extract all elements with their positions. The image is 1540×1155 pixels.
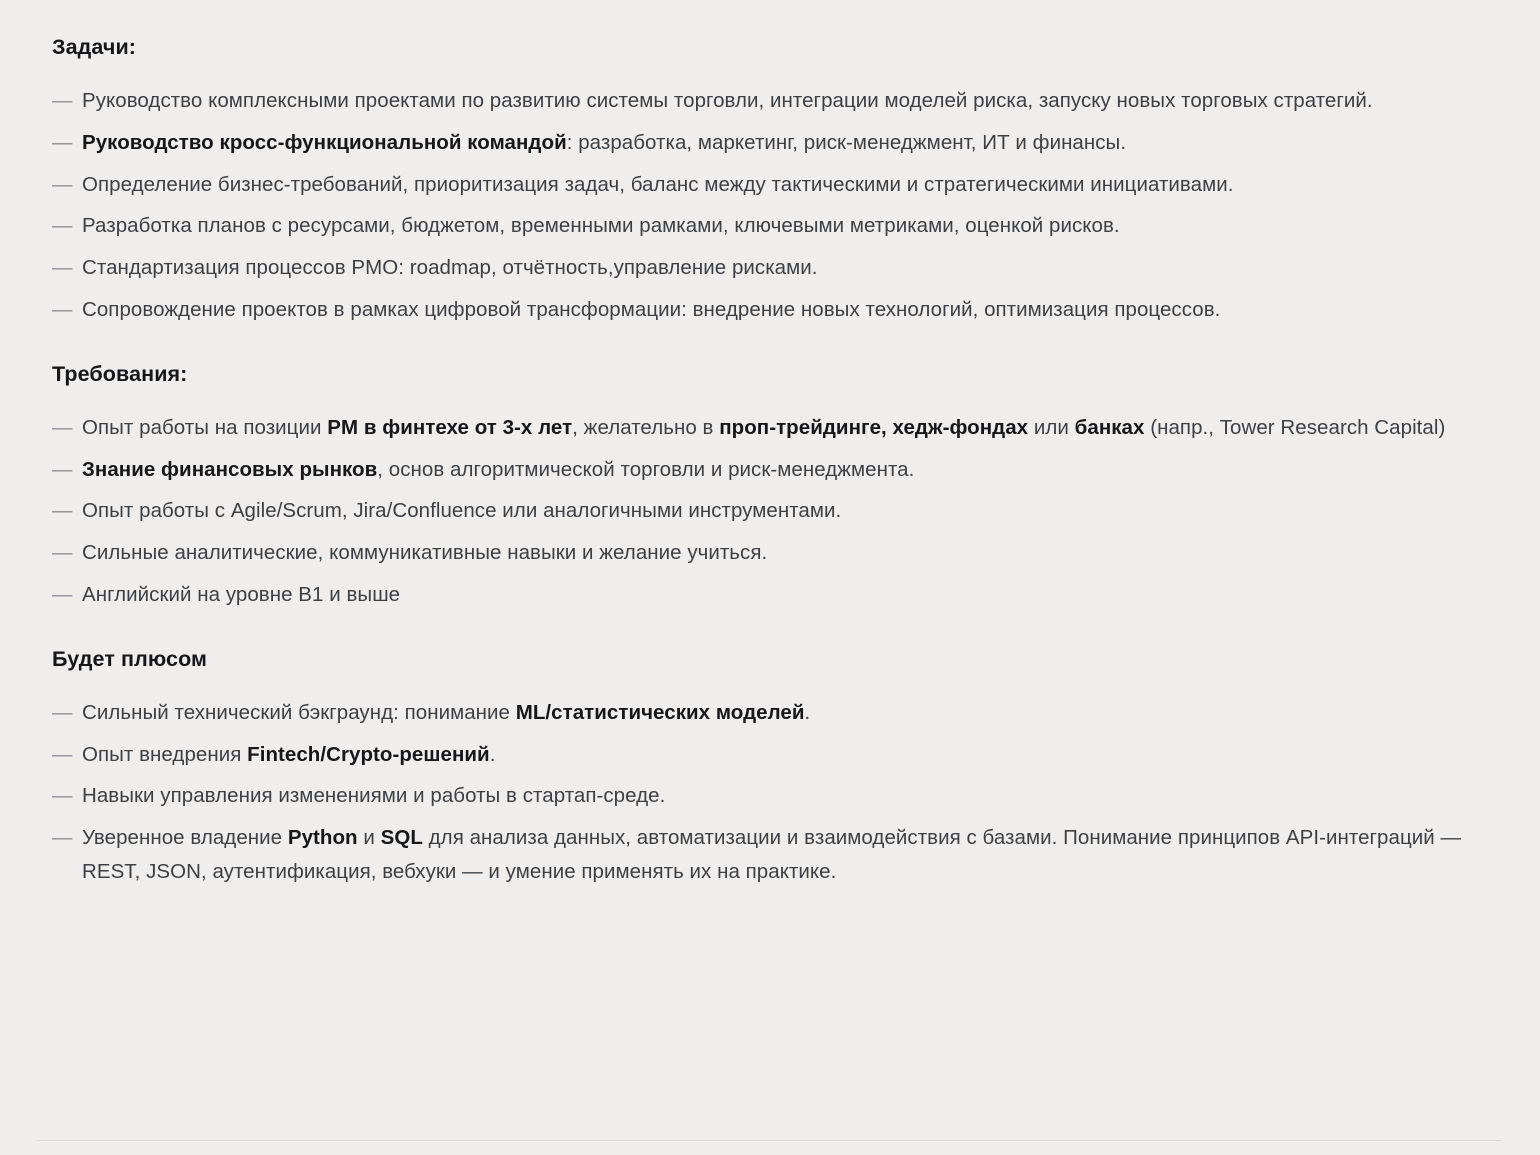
emphasis-text: Python — [287, 826, 358, 850]
list-item — [52, 578, 1480, 612]
list-item — [52, 738, 1480, 772]
dash-bullet-icon: — — [52, 742, 73, 766]
list-item — [52, 696, 1480, 730]
list-item — [52, 536, 1480, 570]
dash-bullet-icon: — — [52, 457, 73, 481]
body-text: Сопровождение проектов в рамках цифровой трансформации: внедрение новых технологий, оптимизация процессов. — [82, 298, 1221, 321]
dash-bullet-icon: — — [52, 88, 73, 112]
emphasis-text: ML/статистических моделей — [515, 700, 805, 724]
emphasis-text: SQL — [380, 826, 423, 850]
body-text: или — [1028, 415, 1075, 439]
dash-bullet-icon: — — [52, 298, 73, 321]
body-text: для анализа данных, автоматизации и взаимодействия с базами. Понимание принципов API-интеграций — REST, JSON, аутентификация, вебхуки — и умение применять их на практике. — [82, 826, 1462, 883]
body-text: Сильные аналитические, коммуникативные навыки и желание учиться. — [82, 541, 768, 565]
body-text: : разработка, маркетинг, риск-менеджмент, ИТ и финансы. — [566, 130, 1127, 154]
dash-bullet-icon: — — [52, 130, 73, 154]
body-text: Сильный технический бэкграунд: понимание — [82, 700, 516, 724]
body-text: Руководство комплексными проектами по развитию системы торговли, интеграции моделей риска, запуску новых торговых стратегий. — [82, 88, 1373, 112]
list-item — [52, 494, 1480, 528]
document-section — [52, 34, 1480, 327]
body-text: Уверенное владение — [82, 826, 288, 850]
list-item — [52, 126, 1480, 160]
emphasis-text: Руководство кросс-функциональной командой — [82, 130, 567, 154]
document-section — [52, 361, 1480, 612]
body-text: Навыки управления изменениями и работы в стартап-среде. — [82, 784, 666, 808]
body-text: . — [489, 742, 496, 766]
dash-bullet-icon: — — [52, 826, 73, 850]
sections-container — [52, 34, 1480, 889]
bottom-divider — [38, 1140, 1502, 1141]
body-text: Разработка планов с ресурсами, бюджетом, временными рамками, ключевыми метриками, оценкой рисков. — [82, 214, 1120, 238]
body-text: , желательно в — [572, 415, 720, 439]
body-text: Опыт работы на позиции — [82, 415, 328, 439]
list-item — [52, 821, 1480, 889]
dash-bullet-icon: — — [52, 541, 73, 565]
dash-bullet-icon: — — [52, 784, 73, 808]
bullet-list — [52, 411, 1480, 612]
bullet-list — [52, 84, 1480, 327]
body-text: (напр., Tower Research Capital) — [1144, 415, 1446, 439]
section-heading: Задачи: — [52, 35, 137, 59]
body-text: и — [357, 826, 381, 850]
dash-bullet-icon: — — [52, 499, 73, 523]
dash-bullet-icon: — — [52, 583, 73, 606]
emphasis-text: Fintech/Crypto-решений — [247, 742, 490, 766]
list-item — [52, 779, 1480, 813]
list-item — [52, 84, 1480, 118]
body-text: . — [804, 700, 811, 724]
emphasis-text: PM в финтехе от 3-х лет — [327, 415, 573, 439]
dash-bullet-icon: — — [52, 172, 73, 196]
body-text: , основ алгоритмической торговли и риск-менеджмента. — [377, 457, 915, 481]
dash-bullet-icon: — — [52, 415, 73, 439]
document-section — [52, 646, 1480, 889]
dash-bullet-icon: — — [52, 700, 73, 724]
bullet-list — [52, 696, 1480, 889]
dash-bullet-icon: — — [52, 214, 73, 238]
body-text: Стандартизация процессов PMO: roadmap, отчётность,управление рисками. — [82, 256, 818, 280]
body-text: Определение бизнес-требований, приоритизация задач, баланс между тактическими и стратегическими инициативами. — [82, 172, 1234, 196]
emphasis-text: банках — [1074, 415, 1145, 439]
list-item — [52, 168, 1480, 202]
list-item — [52, 411, 1480, 445]
emphasis-text: проп-трейдинге, хедж-фондах — [719, 415, 1029, 439]
emphasis-text: Знание финансовых рынков — [82, 457, 378, 481]
body-text: Опыт работы с Agile/Scrum, Jira/Confluence или аналогичными инструментами. — [82, 499, 842, 523]
section-heading: Будет плюсом — [52, 646, 208, 671]
section-heading: Требования: — [52, 361, 188, 386]
list-item — [52, 251, 1480, 285]
list-item — [52, 293, 1480, 327]
body-text: Английский на уровне B1 и выше — [82, 583, 401, 606]
body-text: Опыт внедрения — [82, 742, 248, 766]
list-item — [52, 209, 1480, 243]
dash-bullet-icon: — — [52, 256, 73, 280]
list-item — [52, 453, 1480, 487]
